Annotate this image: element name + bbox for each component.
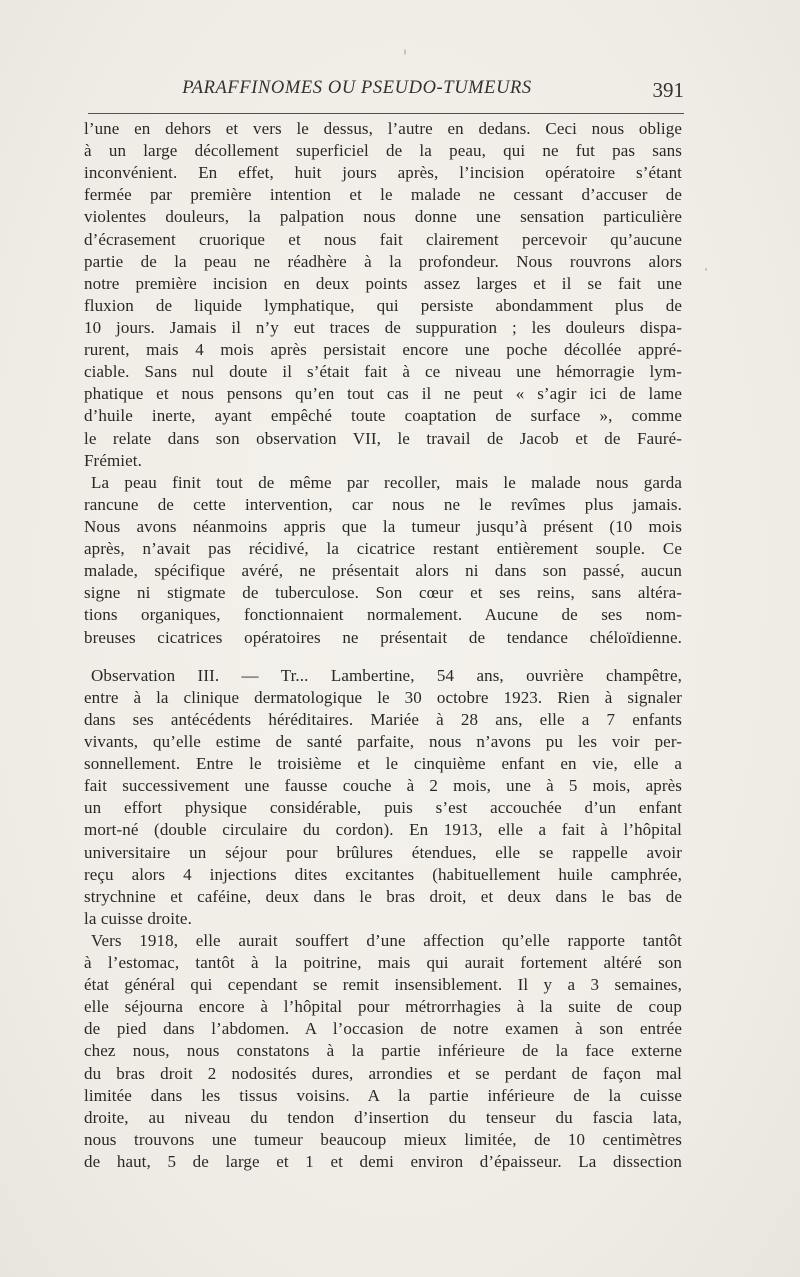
- text-line: d’huile inerte, ayant empêché toute coaptation de surface », comme: [84, 406, 682, 426]
- text-line: 10 jours. Jamais il n’y eut traces de suppuration ; les douleurs dispa-: [84, 317, 682, 337]
- text-line: malade, spécifique avéré, ne présentait alors ni dans son passé, aucun: [84, 561, 682, 581]
- text-line: rurent, mais 4 mois après persistait encore une poche décollée appré-: [84, 340, 682, 360]
- text-line: l’une en dehors et vers le dessus, l’autre en dedans. Ceci nous oblige: [84, 119, 682, 138]
- text-line: ciable. Sans nul doute il s’était fait à ce niveau une hémorragie lym-: [84, 362, 682, 382]
- paragraph: [84, 930, 682, 1173]
- text-line: entre à la clinique dermatologique le 30 octobre 1923. Rien à signaler: [84, 687, 682, 707]
- text-line: elle séjourna encore à l’hôpital pour métrorrhagies à la suite de coup: [84, 997, 682, 1017]
- text-line: signe ni stigmate de tuberculose. Son cœur et ses reins, sans altéra-: [84, 583, 682, 603]
- text-line: le relate dans son observation VII, le travail de Jacob et de Fauré-: [84, 428, 682, 448]
- text-line: nous trouvons une tumeur beaucoup mieux limitée, de 10 centimètres: [84, 1129, 682, 1149]
- text-line: Frémiet.: [84, 450, 142, 470]
- text-line: mort-né (double circulaire du cordon). En 1913, elle a fait à l’hôpital: [84, 820, 682, 840]
- text-line: Vers 1918, elle aurait souffert d’une affection qu’elle rapporte tantôt: [91, 930, 682, 950]
- text-line: inconvénient. En effet, huit jours après, l’incision opératoire s’étant: [84, 163, 682, 183]
- text-line: sonnellement. Entre le troisième et le cinquième enfant en vie, elle a: [84, 754, 682, 774]
- text-line: droite, au niveau du tendon d’insertion du tenseur du fascia lata,: [84, 1107, 682, 1127]
- text-line: un effort physique considérable, puis s’est accouchée d’un enfant: [84, 798, 682, 818]
- text-line: après, n’avait pas récidivé, la cicatrice restant entièrement souple. Ce: [84, 539, 682, 559]
- text-line: de pied dans l’abdomen. A l’occasion de notre examen à son entrée: [84, 1019, 682, 1039]
- text-line: Nous avons néanmoins appris que la tumeur jusqu’à présent (10 mois: [84, 516, 682, 536]
- running-title: PARAFFINOMES OU PSEUDO-TUMEURS: [182, 78, 532, 98]
- paper-speck: [705, 268, 707, 271]
- text-line: de haut, 5 de large et 1 et demi environ d’épaisseur. La dissection: [84, 1152, 682, 1172]
- body-text: [84, 118, 682, 1173]
- text-line: fluxion de liquide lymphatique, qui persiste abondamment plus de: [84, 295, 682, 315]
- text-line: universitaire un séjour pour brûlures étendues, elle se rappelle avoir: [84, 842, 682, 862]
- text-line: strychnine et caféine, deux dans le bras droit, et deux dans le bas de: [84, 886, 682, 906]
- paragraph-gap: [84, 649, 682, 665]
- paragraph: [84, 472, 682, 649]
- text-line: dans ses antécédents héréditaires. Mariée à 28 ans, elle a 7 enfants: [84, 709, 682, 729]
- text-line: phatique et nous pensons qu’en tout cas il ne peut « s’agir ici de lame: [84, 384, 682, 404]
- text-line: chez nous, nous constatons à la partie inférieure de la face externe: [84, 1041, 682, 1061]
- text-line: du bras droit 2 nodosités dures, arrondies et se perdant de façon mal: [84, 1063, 682, 1083]
- paper-speck: [404, 49, 406, 55]
- text-line: notre première incision en deux points assez larges et il se fait une: [84, 273, 682, 293]
- header-rule: [88, 113, 684, 114]
- text-line: rancune de cette intervention, car nous ne le revîmes plus jamais.: [84, 494, 682, 514]
- text-line: vivants, qu’elle estime de santé parfaite, nous n’avons pu les voir per-: [84, 731, 682, 751]
- page-number: 391: [652, 78, 684, 102]
- text-line: fermée par première intention et le malade ne cessant d’accuser de: [84, 185, 682, 205]
- running-head: [90, 72, 684, 104]
- text-line: d’écrasement cruorique et nous fait clairement percevoir qu’aucune: [84, 229, 682, 249]
- text-line: tions organiques, fonctionnaient normalement. Aucune de ses nom-: [84, 605, 682, 625]
- text-line: violentes douleurs, la palpation nous donne une sensation particulière: [84, 207, 682, 227]
- paragraph: [84, 118, 682, 472]
- text-line: état général qui cependant se remit insensiblement. Il y a 3 semaines,: [84, 975, 682, 995]
- text-line: partie de la peau ne réadhère à la profondeur. Nous rouvrons alors: [84, 251, 682, 271]
- text-line: reçu alors 4 injections dites excitantes (habituellement huile camphrée,: [84, 864, 682, 884]
- text-line: fait successivement une fausse couche à 2 mois, une à 5 mois, après: [84, 776, 682, 796]
- text-line: breuses cicatrices opératoires ne présentait de tendance chéloïdienne.: [84, 627, 682, 647]
- text-line: limitée dans les tissus voisins. A la partie inférieure de la cuisse: [84, 1085, 682, 1105]
- text-line: à l’estomac, tantôt à la poitrine, mais qui aurait fortement altéré son: [84, 953, 682, 973]
- paragraph: [84, 665, 682, 930]
- text-line: la cuisse droite.: [84, 908, 192, 928]
- text-line: Observation III. — Tr... Lambertine, 54 ans, ouvrière champêtre,: [91, 665, 682, 685]
- text-line: La peau finit tout de même par recoller, mais le malade nous garda: [91, 472, 682, 492]
- text-line: à un large décollement superficiel de la peau, qui ne fut pas sans: [84, 141, 682, 161]
